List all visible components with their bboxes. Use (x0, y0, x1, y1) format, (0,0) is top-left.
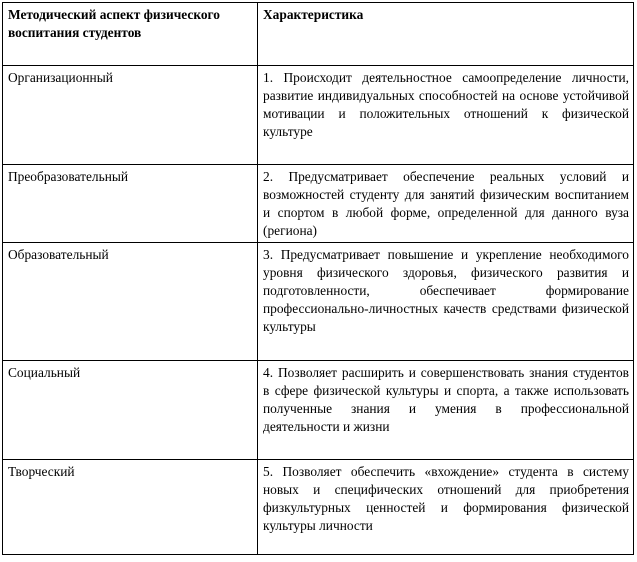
table-row (3, 361, 634, 460)
aspect-cell: Социальный (3, 361, 258, 460)
header-aspect: Методический аспект физического воспитания студентов (3, 3, 258, 66)
header-characteristic: Характеристика (258, 3, 634, 66)
table-header-row (3, 3, 634, 66)
characteristic-cell: 4. Позволяет расширить и совершенствовать знания студентов в сфере физической культуры и спорта, а также использовать полученные знания и умения в профессиональной деятельности и жизни (258, 361, 634, 460)
aspects-table (2, 2, 634, 555)
table-row (3, 165, 634, 243)
characteristic-cell: 1. Происходит деятельностное самоопределение личности, развитие индивидуальных способностей на основе устойчивой мотивации и положительных отношений к физической культуре (258, 66, 634, 165)
aspect-cell: Творческий (3, 460, 258, 555)
table-row (3, 243, 634, 361)
aspect-cell: Организационный (3, 66, 258, 165)
characteristic-cell: 5. Позволяет обеспечить «вхождение» студента в систему новых и специфических отношений для приобретения физкультурных ценностей и формирования физической культуры личности (258, 460, 634, 555)
characteristic-cell: 3. Предусматривает повышение и укрепление необходимого уровня физического здоровья, физического развития и подготовленности, обеспечивает формирование профессионально-личностных качеств средствами физической культуры (258, 243, 634, 361)
characteristic-cell: 2. Предусматривает обеспечение реальных условий и возможностей студенту для занятий физическим воспитанием и спортом в любой форме, определенной для данного вуза (региона) (258, 165, 634, 243)
aspect-cell: Образовательный (3, 243, 258, 361)
table-row (3, 460, 634, 555)
aspect-cell: Преобразовательный (3, 165, 258, 243)
table-row (3, 66, 634, 165)
